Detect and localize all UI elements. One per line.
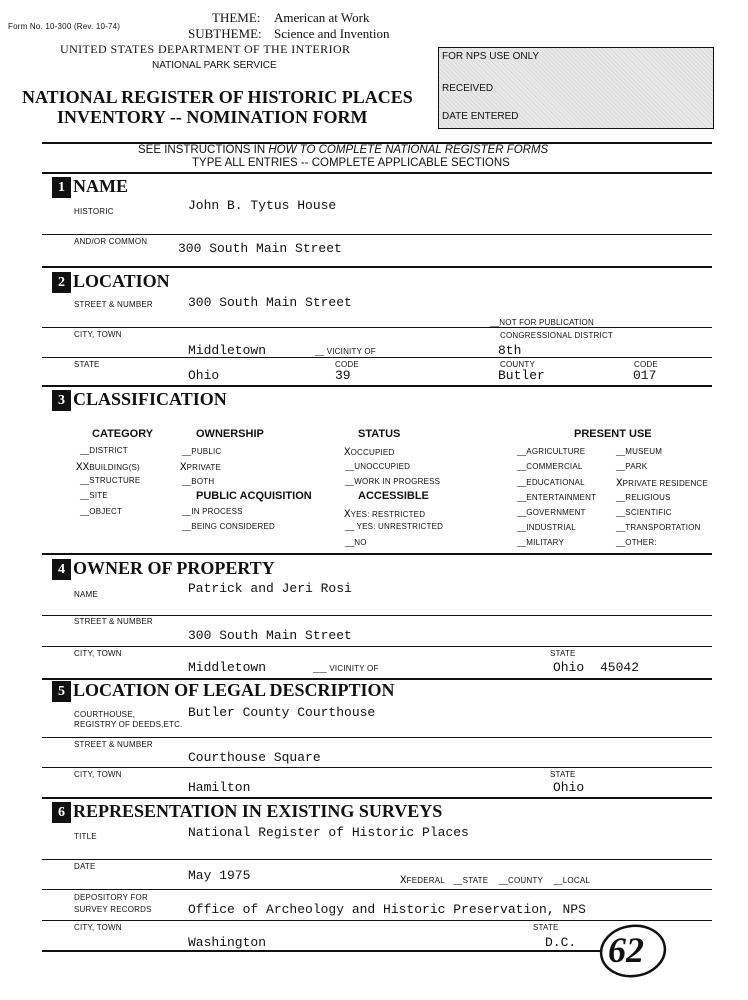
- department-name: UNITED STATES DEPARTMENT OF THE INTERIOR: [60, 42, 351, 56]
- use-commercial: __COMMERCIAL: [517, 462, 583, 471]
- section3-title: CLASSIFICATION: [73, 389, 227, 409]
- common-label: AND/OR COMMON: [74, 237, 148, 246]
- county-option: __COUNTY: [498, 876, 544, 885]
- restricted-check-mark: X: [344, 509, 351, 521]
- owner-name-value: Patrick and Jeri Rosi: [188, 581, 352, 596]
- nps-use-label: FOR NPS USE ONLY: [442, 51, 540, 62]
- owner-city-label: CITY, TOWN: [74, 649, 122, 658]
- section4-number: 4: [52, 559, 71, 580]
- received-label: RECEIVED: [442, 83, 494, 94]
- occupied-label: OCCUPIED: [350, 448, 395, 457]
- survey-city-label: CITY, TOWN: [74, 923, 122, 932]
- code2-value: 017: [633, 368, 657, 383]
- form-title-line1: NATIONAL REGISTER OF HISTORIC PLACES: [22, 87, 413, 107]
- rule: [42, 615, 712, 616]
- category-object: __OBJECT: [80, 507, 123, 516]
- use-religious: __RELIGIOUS: [616, 493, 671, 502]
- use-government: __GOVERNMENT: [517, 508, 586, 517]
- rule: [42, 889, 712, 890]
- code2-label: CODE: [634, 360, 658, 369]
- owner-zip-value: 45042: [600, 660, 640, 675]
- code-label: CODE: [335, 360, 359, 369]
- use-military: __MILITARY: [517, 538, 565, 547]
- county-label: COUNTY: [500, 360, 535, 369]
- legal-state-label: STATE: [550, 770, 576, 779]
- status-occupied: [344, 442, 394, 460]
- rule: [42, 357, 712, 358]
- section1-title: NAME: [73, 176, 128, 196]
- local-option: __LOCAL: [553, 876, 591, 885]
- subtheme-label: SUBTHEME:: [188, 26, 262, 41]
- legal-city-label: CITY, TOWN: [74, 770, 122, 779]
- nps-use-box: [438, 47, 714, 129]
- form-number: Form No. 10-300 (Rev. 10-74): [8, 22, 121, 31]
- rule2: [42, 797, 712, 799]
- form-title-line2: INVENTORY -- NOMINATION FORM: [57, 107, 368, 127]
- use-transportation: __TRANSPORTATION: [616, 523, 701, 532]
- use-scientific: __SCIENTIFIC: [616, 508, 672, 517]
- vicinity-of: __ VICINITY OF: [315, 347, 376, 356]
- survey-title-value: National Register of Historic Places: [188, 825, 469, 840]
- ownership-public: __PUBLIC: [182, 447, 222, 456]
- access-unrestricted: __ YES: UNRESTRICTED: [345, 522, 444, 531]
- rule: [42, 234, 712, 235]
- handwritten-page-mark: [598, 922, 668, 980]
- category-building: [76, 457, 140, 475]
- survey-city-value: Washington: [188, 935, 267, 950]
- instructions-prefix: SEE INSTRUCTIONS IN: [138, 144, 266, 156]
- city-label: CITY, TOWN: [74, 330, 122, 339]
- section4-title: OWNER OF PROPERTY: [73, 558, 275, 578]
- instructions-emphasis: HOW TO COMPLETE NATIONAL REGISTER FORMS: [268, 144, 549, 156]
- use-industrial: __INDUSTRIAL: [517, 523, 576, 532]
- survey-state-label: STATE: [533, 923, 559, 932]
- common-value: 300 South Main Street: [178, 241, 342, 256]
- page-mark-number: 62: [608, 930, 644, 970]
- rule: [42, 920, 712, 921]
- legal-street-value: Courthouse Square: [188, 750, 321, 765]
- residence-label: PRIVATE RESIDENCE: [622, 479, 708, 488]
- depository-label-line2: SURVEY RECORDS: [74, 905, 152, 914]
- courthouse-value: Butler County Courthouse: [188, 705, 376, 720]
- section6-number: 6: [52, 802, 71, 823]
- survey-title-label: TITLE: [74, 832, 97, 841]
- code-value: 39: [335, 368, 351, 383]
- owner-city-value: Middletown: [188, 660, 267, 675]
- congressional-label: CONGRESSIONAL DISTRICT: [500, 331, 614, 340]
- private-label: PRIVATE: [186, 463, 222, 472]
- ownership-private: [180, 457, 221, 475]
- present-use-heading: PRESENT USE: [574, 428, 652, 440]
- street-value: 300 South Main Street: [188, 295, 352, 310]
- courthouse-label-line2: REGISTRY OF DEEDS,ETC.: [74, 720, 183, 729]
- owner-vicinity-of: ___ VICINITY OF: [313, 664, 379, 673]
- use-museum: __MUSEUM: [616, 447, 663, 456]
- use-other: __OTHER:: [616, 538, 657, 547]
- acquisition-heading: PUBLIC ACQUISITION: [196, 490, 312, 502]
- survey-state-value: D.C.: [545, 935, 577, 950]
- depository-value: Office of Archeology and Historic Preservation, NPS: [188, 902, 586, 917]
- private-check-mark: X: [180, 462, 187, 474]
- category-district: __DISTRICT: [80, 446, 128, 455]
- county-value: Butler: [498, 368, 545, 383]
- subtheme-value: Science and Invention: [274, 26, 390, 41]
- street-label: STREET & NUMBER: [74, 300, 153, 309]
- theme-value: American at Work: [274, 10, 370, 25]
- acq-being-considered: __BEING CONSIDERED: [182, 522, 275, 531]
- section2-number: 2: [52, 272, 71, 293]
- historic-value: John B. Tytus House: [188, 198, 337, 213]
- rule: [42, 859, 712, 860]
- status-heading: STATUS: [358, 428, 401, 440]
- use-agriculture: __AGRICULTURE: [517, 447, 586, 456]
- owner-state-label: STATE: [550, 649, 576, 658]
- ownership-heading: OWNERSHIP: [196, 428, 264, 440]
- legal-city-value: Hamilton: [188, 780, 251, 795]
- state-label: STATE: [74, 360, 100, 369]
- state-option: __STATE: [453, 876, 489, 885]
- use-entertainment: __ENTERTAINMENT: [517, 493, 597, 502]
- accessible-heading: ACCESSIBLE: [358, 490, 429, 502]
- restricted-label: YES: RESTRICTED: [350, 510, 426, 519]
- acq-in-process: __IN PROCESS: [182, 507, 243, 516]
- category-heading: CATEGORY: [92, 428, 154, 440]
- legal-state-value: Ohio: [553, 780, 585, 795]
- survey-date-label: DATE: [74, 862, 96, 871]
- date-entered-label: DATE ENTERED: [442, 111, 519, 122]
- city-value: Middletown: [188, 343, 267, 358]
- rule: [42, 767, 712, 768]
- federal-label: FEDERAL: [406, 876, 445, 885]
- courthouse-label-line1: COURTHOUSE,: [74, 710, 136, 719]
- state-value: Ohio: [188, 368, 220, 383]
- section5-number: 5: [52, 681, 71, 702]
- category-site: __SITE: [80, 491, 108, 500]
- owner-street-value: 300 South Main Street: [188, 628, 352, 643]
- survey-date-value: May 1975: [188, 868, 251, 883]
- rule2: [42, 553, 712, 555]
- historic-label: HISTORIC: [74, 207, 114, 216]
- rule: [42, 646, 712, 647]
- owner-name-label: NAME: [74, 590, 98, 599]
- not-for-publication: __NOT FOR PUBLICATION: [490, 318, 594, 327]
- instructions-line2: TYPE ALL ENTRIES -- COMPLETE APPLICABLE SECTIONS: [192, 157, 510, 169]
- category-structure: __STRUCTURE: [80, 476, 141, 485]
- congressional-value: 8th: [498, 343, 522, 358]
- rule2: [42, 950, 602, 952]
- ownership-both: __BOTH: [182, 477, 215, 486]
- federal-check-mark: X: [400, 875, 407, 887]
- building-check-mark: XX: [76, 462, 90, 474]
- use-park: __PARK: [616, 462, 648, 471]
- status-unoccupied: __UNOCCUPIED: [345, 462, 411, 471]
- section3-number: 3: [52, 390, 71, 411]
- section1-number: 1: [52, 177, 71, 198]
- section6-title: REPRESENTATION IN EXISTING SURVEYS: [73, 801, 443, 821]
- status-work-in-progress: __WORK IN PROGRESS: [345, 477, 441, 486]
- access-no: __NO: [345, 538, 367, 547]
- rule2: [42, 266, 712, 268]
- residence-check-mark: X: [616, 478, 623, 490]
- theme-label: THEME:: [212, 10, 261, 25]
- service-name: NATIONAL PARK SERVICE: [152, 60, 277, 71]
- legal-street-label: STREET & NUMBER: [74, 740, 153, 749]
- instructions-line1: [138, 144, 548, 156]
- building-label: BUILDING(S): [89, 463, 140, 472]
- rule: [42, 327, 712, 328]
- owner-street-label: STREET & NUMBER: [74, 617, 153, 626]
- rule2: [42, 385, 712, 387]
- depository-label-line1: DEPOSITORY FOR: [74, 893, 148, 902]
- survey-level: [400, 870, 590, 888]
- occupied-check-mark: X: [344, 447, 351, 459]
- rule: [42, 737, 712, 738]
- use-private-residence: [616, 473, 708, 491]
- section2-title: LOCATION: [73, 271, 170, 291]
- use-educational: __EDUCATIONAL: [517, 478, 585, 487]
- section5-title: LOCATION OF LEGAL DESCRIPTION: [73, 680, 395, 700]
- owner-state-value: Ohio: [553, 660, 585, 675]
- access-restricted: [344, 504, 425, 522]
- section1-top-rule: [42, 172, 712, 174]
